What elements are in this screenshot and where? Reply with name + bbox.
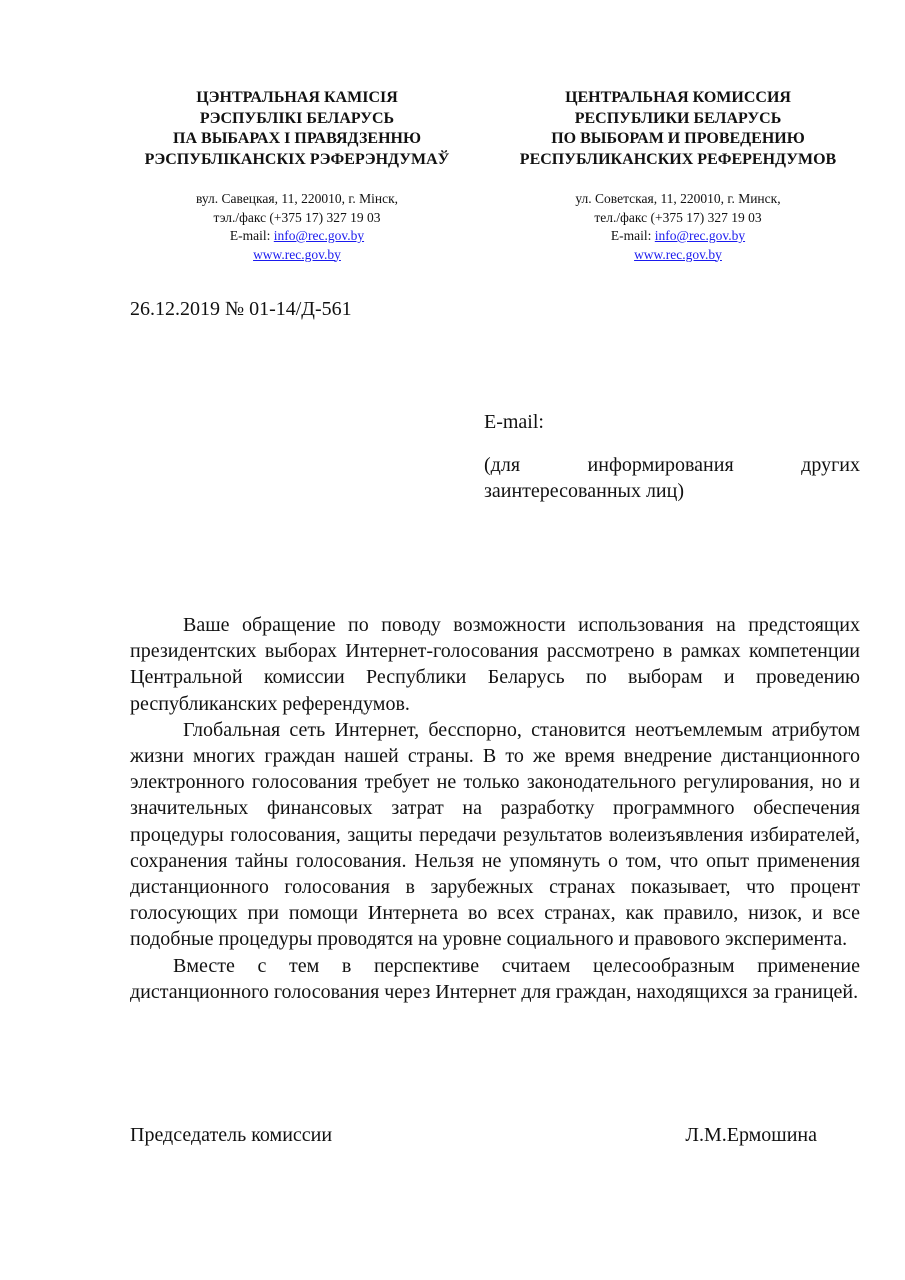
contact-block: [97, 190, 497, 264]
recipient-note: [484, 452, 860, 504]
org-name-line: РЭСПУБЛІКІ БЕЛАРУСЬ: [199, 109, 395, 127]
email-link[interactable]: info@rec.gov.by: [273, 228, 365, 243]
recipient-email-label: E-mail:: [484, 411, 544, 433]
website-link[interactable]: www.rec.gov.by: [634, 246, 722, 262]
email-label: E-mail:: [610, 228, 655, 243]
org-name-line: РЭСПУБЛІКАНСКІХ РЭФЕРЭНДУМАЎ: [144, 150, 450, 168]
recipient-block: [484, 409, 860, 504]
date-and-number: 26.12.2019 № 01-14/Д-561: [130, 298, 352, 320]
org-name-line: ЦЭНТРАЛЬНАЯ КАМІСІЯ: [196, 89, 398, 106]
contact-block: [478, 190, 878, 264]
email-label: E-mail:: [229, 228, 274, 243]
phone: тэл./факс (+375 17) 327 19 03: [213, 209, 381, 225]
org-name-belarusian: [97, 88, 497, 170]
email-line: [97, 227, 497, 246]
website-link[interactable]: www.rec.gov.by: [253, 246, 341, 262]
signatory-position: Председатель комиссии: [130, 1124, 333, 1146]
paragraph: Ваше обращение по поводу возможности использования на предстоящих президентских выборах Интернет-голосования рассмотрено в рамках компетенции Центральной комиссии Республики Беларусь по выборам и проведению республиканских референдумов.: [130, 614, 860, 715]
org-name-line: РЕСПУБЛИКАНСКИХ РЕФЕРЕНДУМОВ: [519, 150, 837, 168]
org-name-line: ПА ВЫБАРАХ І ПРАВЯДЗЕННЮ: [173, 130, 421, 147]
phone: тел./факс (+375 17) 327 19 03: [594, 209, 762, 225]
org-name-russian: [478, 88, 878, 170]
org-name-line: ЦЕНТРАЛЬНАЯ КОМИССИЯ: [565, 89, 791, 106]
email-line: [478, 227, 878, 246]
recipient-note-line: (для информирования других: [484, 454, 860, 476]
paragraph: Вместе с тем в перспективе считаем целесообразным применение дистанционного голосования через Интернет для граждан, находящихся за границей.: [130, 954, 860, 1003]
email-link[interactable]: info@rec.gov.by: [654, 228, 746, 243]
signatory-name: Л.М.Ермошина: [685, 1124, 817, 1146]
address: ул. Советская, 11, 220010, г. Минск,: [575, 191, 781, 206]
paragraph: Глобальная сеть Интернет, бесспорно, становится неотъемлемым атрибутом жизни многих граждан нашей страны. В то же время внедрение дистанционного электронного голосования требует не только законодательного регулирования, но и значительных финансовых затрат на разработку программного обеспечения процедуры голосования, защиты передачи результатов волеизъявления избирателей, сохранения тайны голосования. Нельзя не упомянуть о том, что опыт применения дистанционного голосования в зарубежных странах показывает, что процент голосующих при помощи Интернета во всех странах, как правило, низок, и все подобные процедуры проводятся на уровне социального и правового эксперимента.: [130, 718, 860, 951]
org-name-line: ПО ВЫБОРАМ И ПРОВЕДЕНИЮ: [551, 130, 805, 147]
letter-body: [130, 612, 860, 1005]
address: вул. Савецкая, 11, 220010, г. Мінск,: [195, 191, 399, 206]
org-name-line: РЕСПУБЛИКИ БЕЛАРУСЬ: [574, 109, 782, 127]
recipient-note-line: заинтересованных лиц): [484, 480, 684, 502]
letterhead-belarusian: [97, 88, 497, 264]
letterhead-russian: [478, 88, 878, 264]
